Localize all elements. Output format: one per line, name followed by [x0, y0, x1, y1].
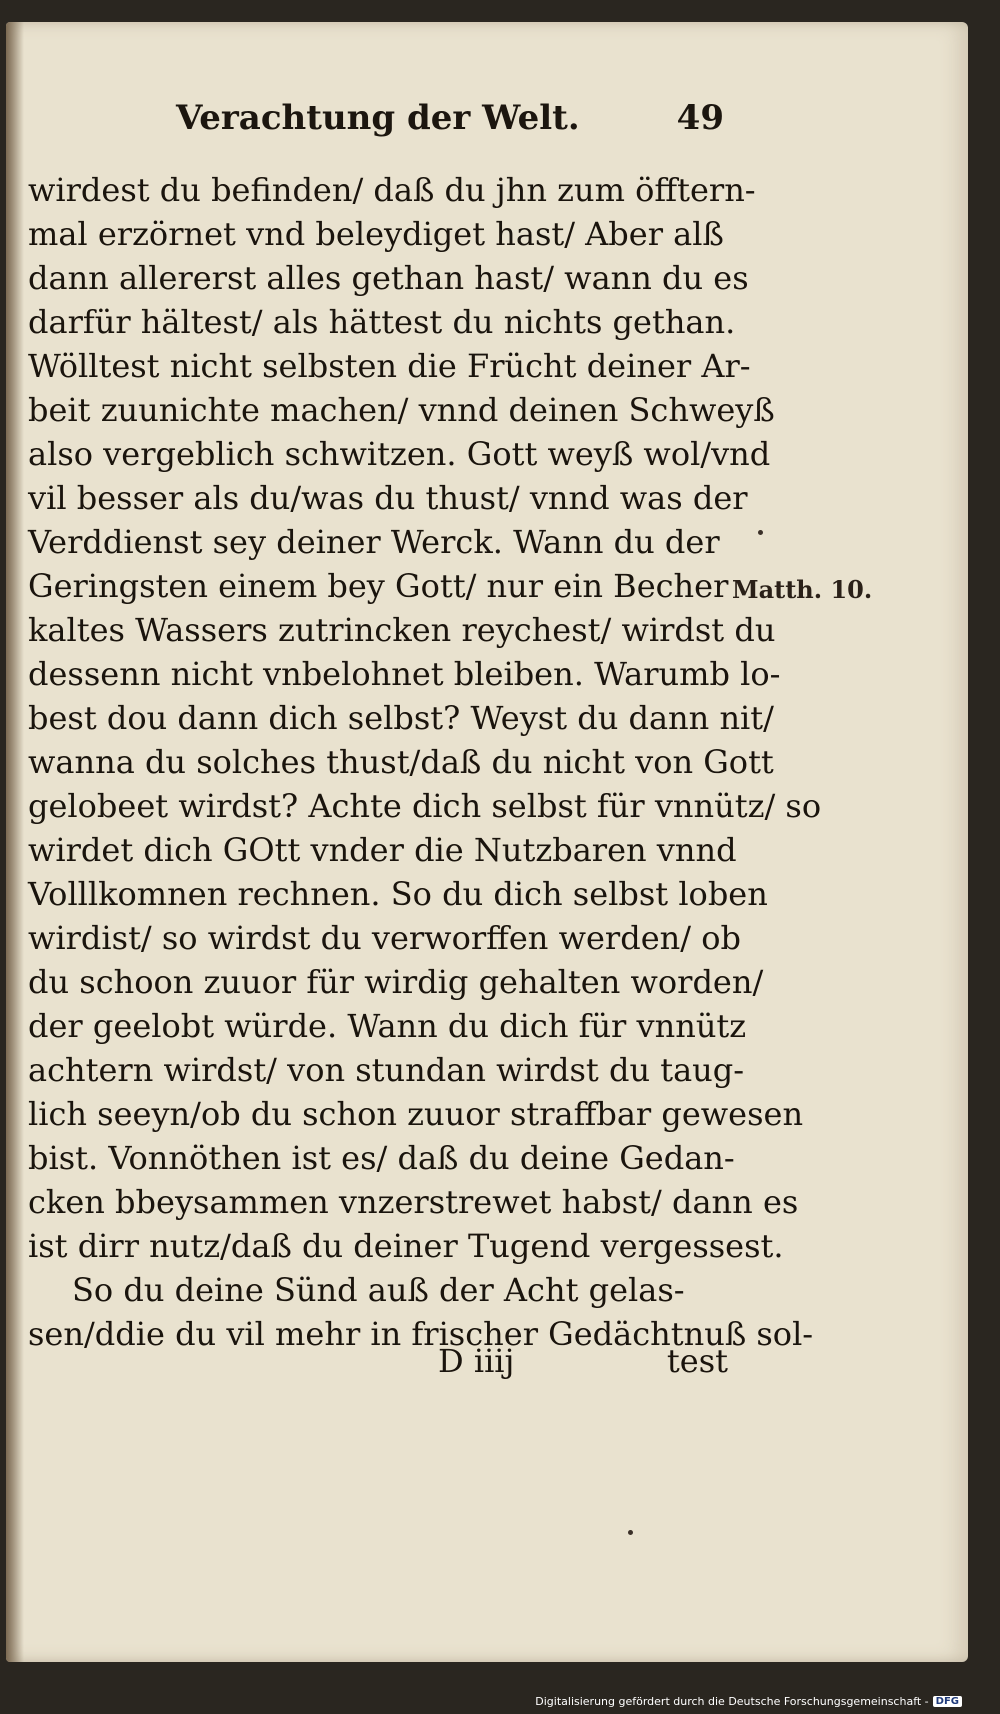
- text-line: gelobeet wirdst? Achte dich selbst für vnnütz/ so: [28, 787, 822, 825]
- text-line: Geringsten einem bey Gott/ nur ein Becher: [28, 567, 729, 605]
- book-page: [6, 22, 968, 1662]
- text-line: best dou dann dich selbst? Weyst du dann nit/: [28, 699, 774, 737]
- text-line: bist. Vonnöthen ist es/ daß du deine Gedan-: [28, 1139, 735, 1177]
- text-line: sen/ddie du vil mehr in frischer Gedächtnuß sol-: [28, 1315, 814, 1353]
- text-line: Verddienst sey deiner Werck. Wann du der: [28, 523, 720, 561]
- text-line: cken bbeysammen vnzerstrewet habst/ dann es: [28, 1183, 799, 1221]
- text-line: dessenn nicht vnbelohnet bleiben. Warumb lo-: [28, 655, 781, 693]
- margin-mark: [758, 530, 763, 535]
- text-line: wanna du solches thust/daß du nicht von Gott: [28, 743, 774, 781]
- digitization-credit: [535, 1695, 962, 1708]
- text-line: kaltes Wassers zutrincken reychest/ wirdst du: [28, 611, 776, 649]
- text-line: wirdist/ so wirdst du verworffen werden/ ob: [28, 919, 741, 957]
- text-line: wirdet dich GOtt vnder die Nutzbaren vnnd: [28, 831, 737, 869]
- text-line: dann allererst alles gethan hast/ wann du es: [28, 259, 749, 297]
- text-line: Wölltest nicht selbsten die Frücht deiner Ar-: [28, 347, 751, 385]
- running-header: [176, 90, 724, 146]
- text-line: vil besser als du/was du thust/ vnnd was der: [28, 479, 748, 517]
- page-gutter-shadow: [6, 22, 24, 1662]
- text-line: beit zuunichte machen/ vnnd deinen Schweyß: [28, 391, 775, 429]
- text-line: mal erzörnet vnd beleydiget hast/ Aber alß: [28, 215, 724, 253]
- text-line: der geelobt würde. Wann du dich für vnnütz: [28, 1007, 747, 1045]
- page-number: 49: [676, 98, 724, 138]
- credit-text: Digitalisierung gefördert durch die Deutsche Forschungsgemeinschaft -: [535, 1695, 929, 1708]
- text-line: ist dirr nutz/daß du deiner Tugend vergessest.: [28, 1227, 784, 1265]
- running-title: Verachtung der Welt.: [176, 98, 580, 138]
- text-line: du schoon zuuor für wirdig gehalten worden/: [28, 963, 764, 1001]
- text-line: achtern wirdst/ von stundan wirdst du taug-: [28, 1051, 745, 1089]
- text-line: also vergeblich schwitzen. Gott weyß wol/vnd: [28, 435, 771, 473]
- text-line: So du deine Sünd auß der Acht gelas-: [72, 1271, 685, 1309]
- paper-speck: [628, 1530, 633, 1535]
- signature-mark: D iiij: [438, 1342, 515, 1380]
- text-line: Volllkomnen rechnen. So du dich selbst loben: [28, 875, 768, 913]
- page-footer: [28, 1342, 728, 1386]
- marginal-note: Matth. 10.: [732, 575, 873, 604]
- text-line: lich seeyn/ob du schon zuuor straffbar gewesen: [28, 1095, 804, 1133]
- catchword: test: [666, 1342, 728, 1380]
- text-line: wirdest du befinden/ daß du jhn zum öfftern-: [28, 171, 756, 209]
- text-line: darfür hältest/ als hättest du nichts gethan.: [28, 303, 736, 341]
- dfg-logo-icon: DFG: [933, 1696, 962, 1707]
